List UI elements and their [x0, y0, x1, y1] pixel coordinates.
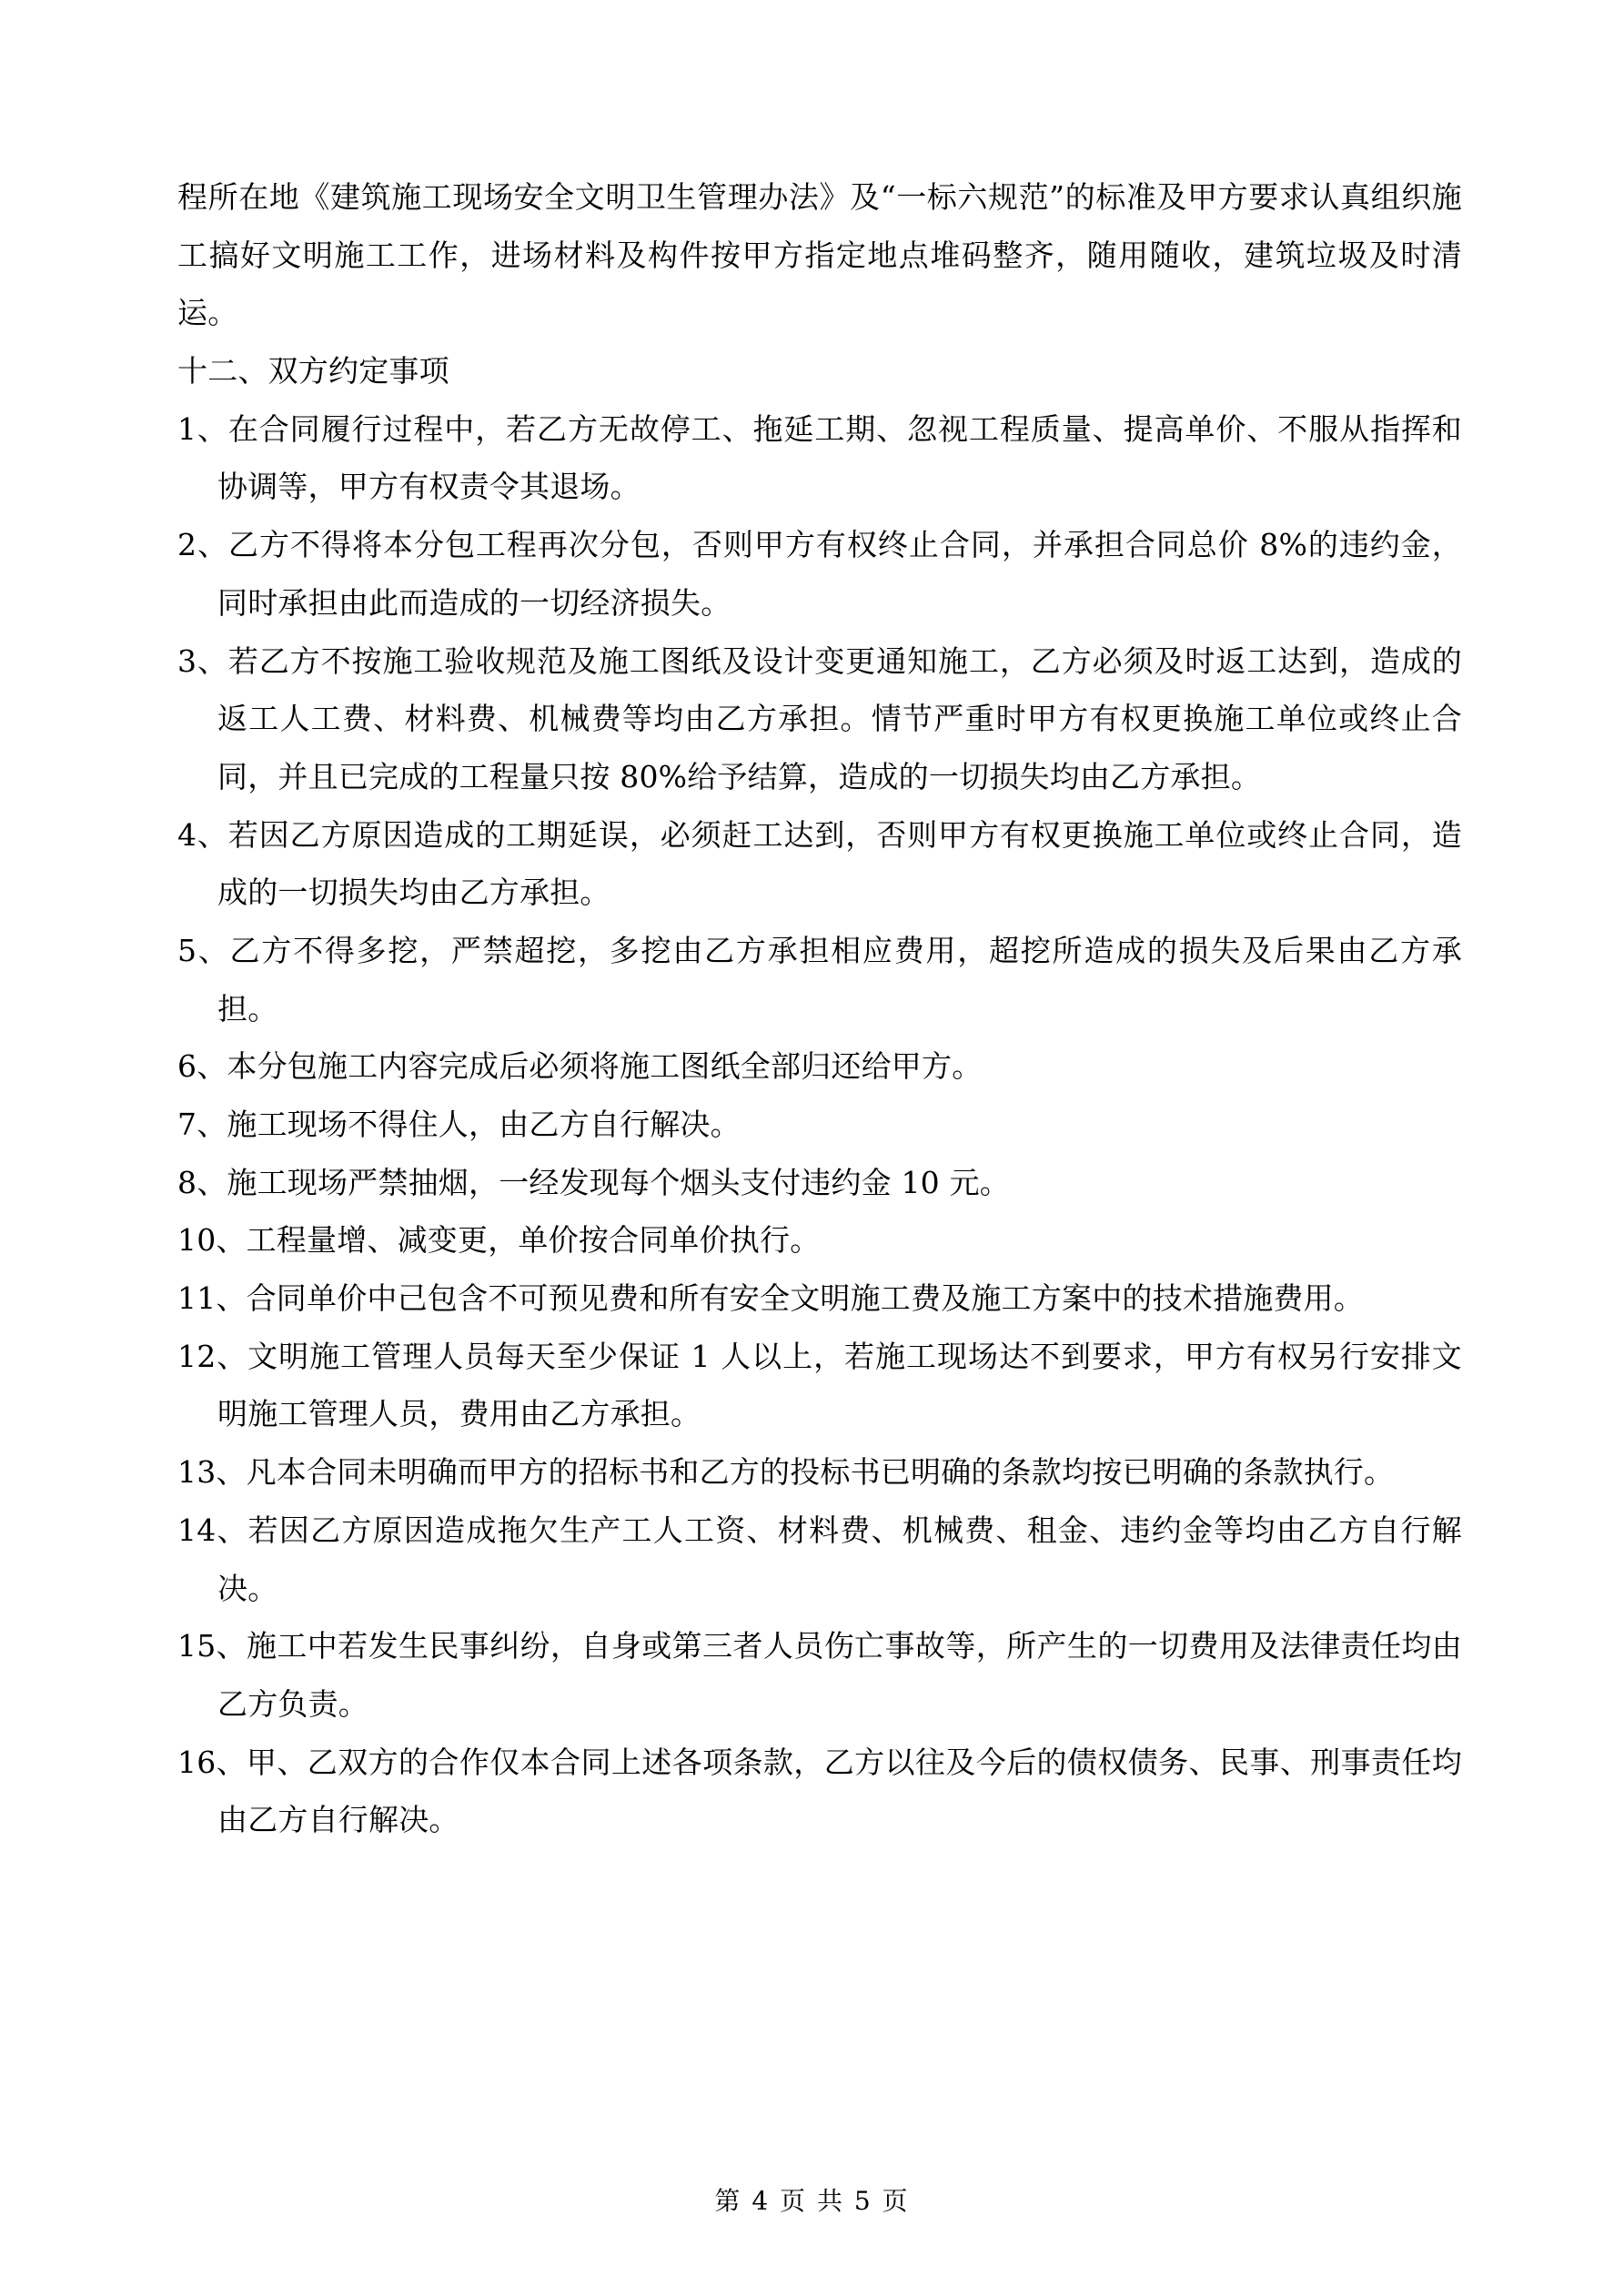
clause-item-15: 15、施工中若发生民事纠纷，自身或第三者人员伤亡事故等，所产生的一切费用及法律责任均由乙方负责。 — [177, 1628, 1462, 1722]
clause-item-11: 11、合同单价中己包含不可预见费和所有安全文明施工费及施工方案中的技术措施费用。 — [177, 1280, 1364, 1317]
clause-item-3: 3、若乙方不按施工验收规范及施工图纸及设计变更通知施工，乙方必须及时返工达到，造成的返工人工费、材料费、机械费等均由乙方承担。情节严重时甲方有权更换施工单位或终止合同，并且已完成的工程量只按 80%给予结算，造成的一切损失均由乙方承担。 — [177, 642, 1462, 794]
paragraph-continuation: 程所在地《建筑施工现场安全文明卫生管理办法》及“一标六规范”的标准及甲方要求认真组织施工搞好文明施工工作，进场材料及构件按甲方指定地点堆码整齐，随用随收，建筑垃圾及时清运。 — [177, 179, 1462, 331]
clause-item-8: 8、施工现场严禁抽烟，一经发现每个烟头支付违约金 10 元。 — [177, 1164, 1010, 1200]
clause-item-13: 13、凡本合同未明确而甲方的招标书和乙方的投标书已明确的条款均按已明确的条款执行。 — [177, 1454, 1395, 1491]
clause-item-1: 1、在合同履行过程中，若乙方无故停工、拖延工期、忽视工程质量、提高单价、不服从指挥和协调等，甲方有权责令其退场。 — [177, 410, 1462, 505]
clause-item-10: 10、工程量增、减变更，单价按合同单价执行。 — [177, 1222, 821, 1259]
clause-item-16: 16、甲、乙双方的合作仅本合同上述各项条款，乙方以往及今后的债权债务、民事、刑事责任均由乙方自行解决。 — [177, 1744, 1462, 1838]
clause-item-2: 2、乙方不得将本分包工程再次分包，否则甲方有权终止合同，并承担合同总价 8%的违约金，同时承担由此而造成的一切经济损失。 — [177, 527, 1462, 621]
section-heading-twelve: 十二、双方约定事项 — [177, 353, 449, 389]
clause-item-5: 5、乙方不得多挖，严禁超挖，多挖由乙方承担相应费用，超挖所造成的损失及后果由乙方承担。 — [177, 932, 1462, 1027]
clause-item-7: 7、施工现场不得住人，由乙方自行解决。 — [177, 1107, 741, 1142]
clause-item-6: 6、本分包施工内容完成后必须将施工图纸全部归还给甲方。 — [177, 1048, 983, 1085]
document-body — [177, 168, 1462, 1849]
page-footer: 第 4 页 共 5 页 — [714, 2186, 910, 2216]
clause-item-4: 4、若因乙方原因造成的工期延误，必须赶工达到，否则甲方有权更换施工单位或终止合同，造成的一切损失均由乙方承担。 — [177, 816, 1462, 911]
clause-item-12: 12、文明施工管理人员每天至少保证 1 人以上，若施工现场达不到要求，甲方有权另行安排文明施工管理人员，费用由乙方承担。 — [177, 1338, 1462, 1432]
clause-item-14: 14、若因乙方原因造成拖欠生产工人工资、材料费、机械费、租金、违约金等均由乙方自行解决。 — [177, 1512, 1462, 1606]
